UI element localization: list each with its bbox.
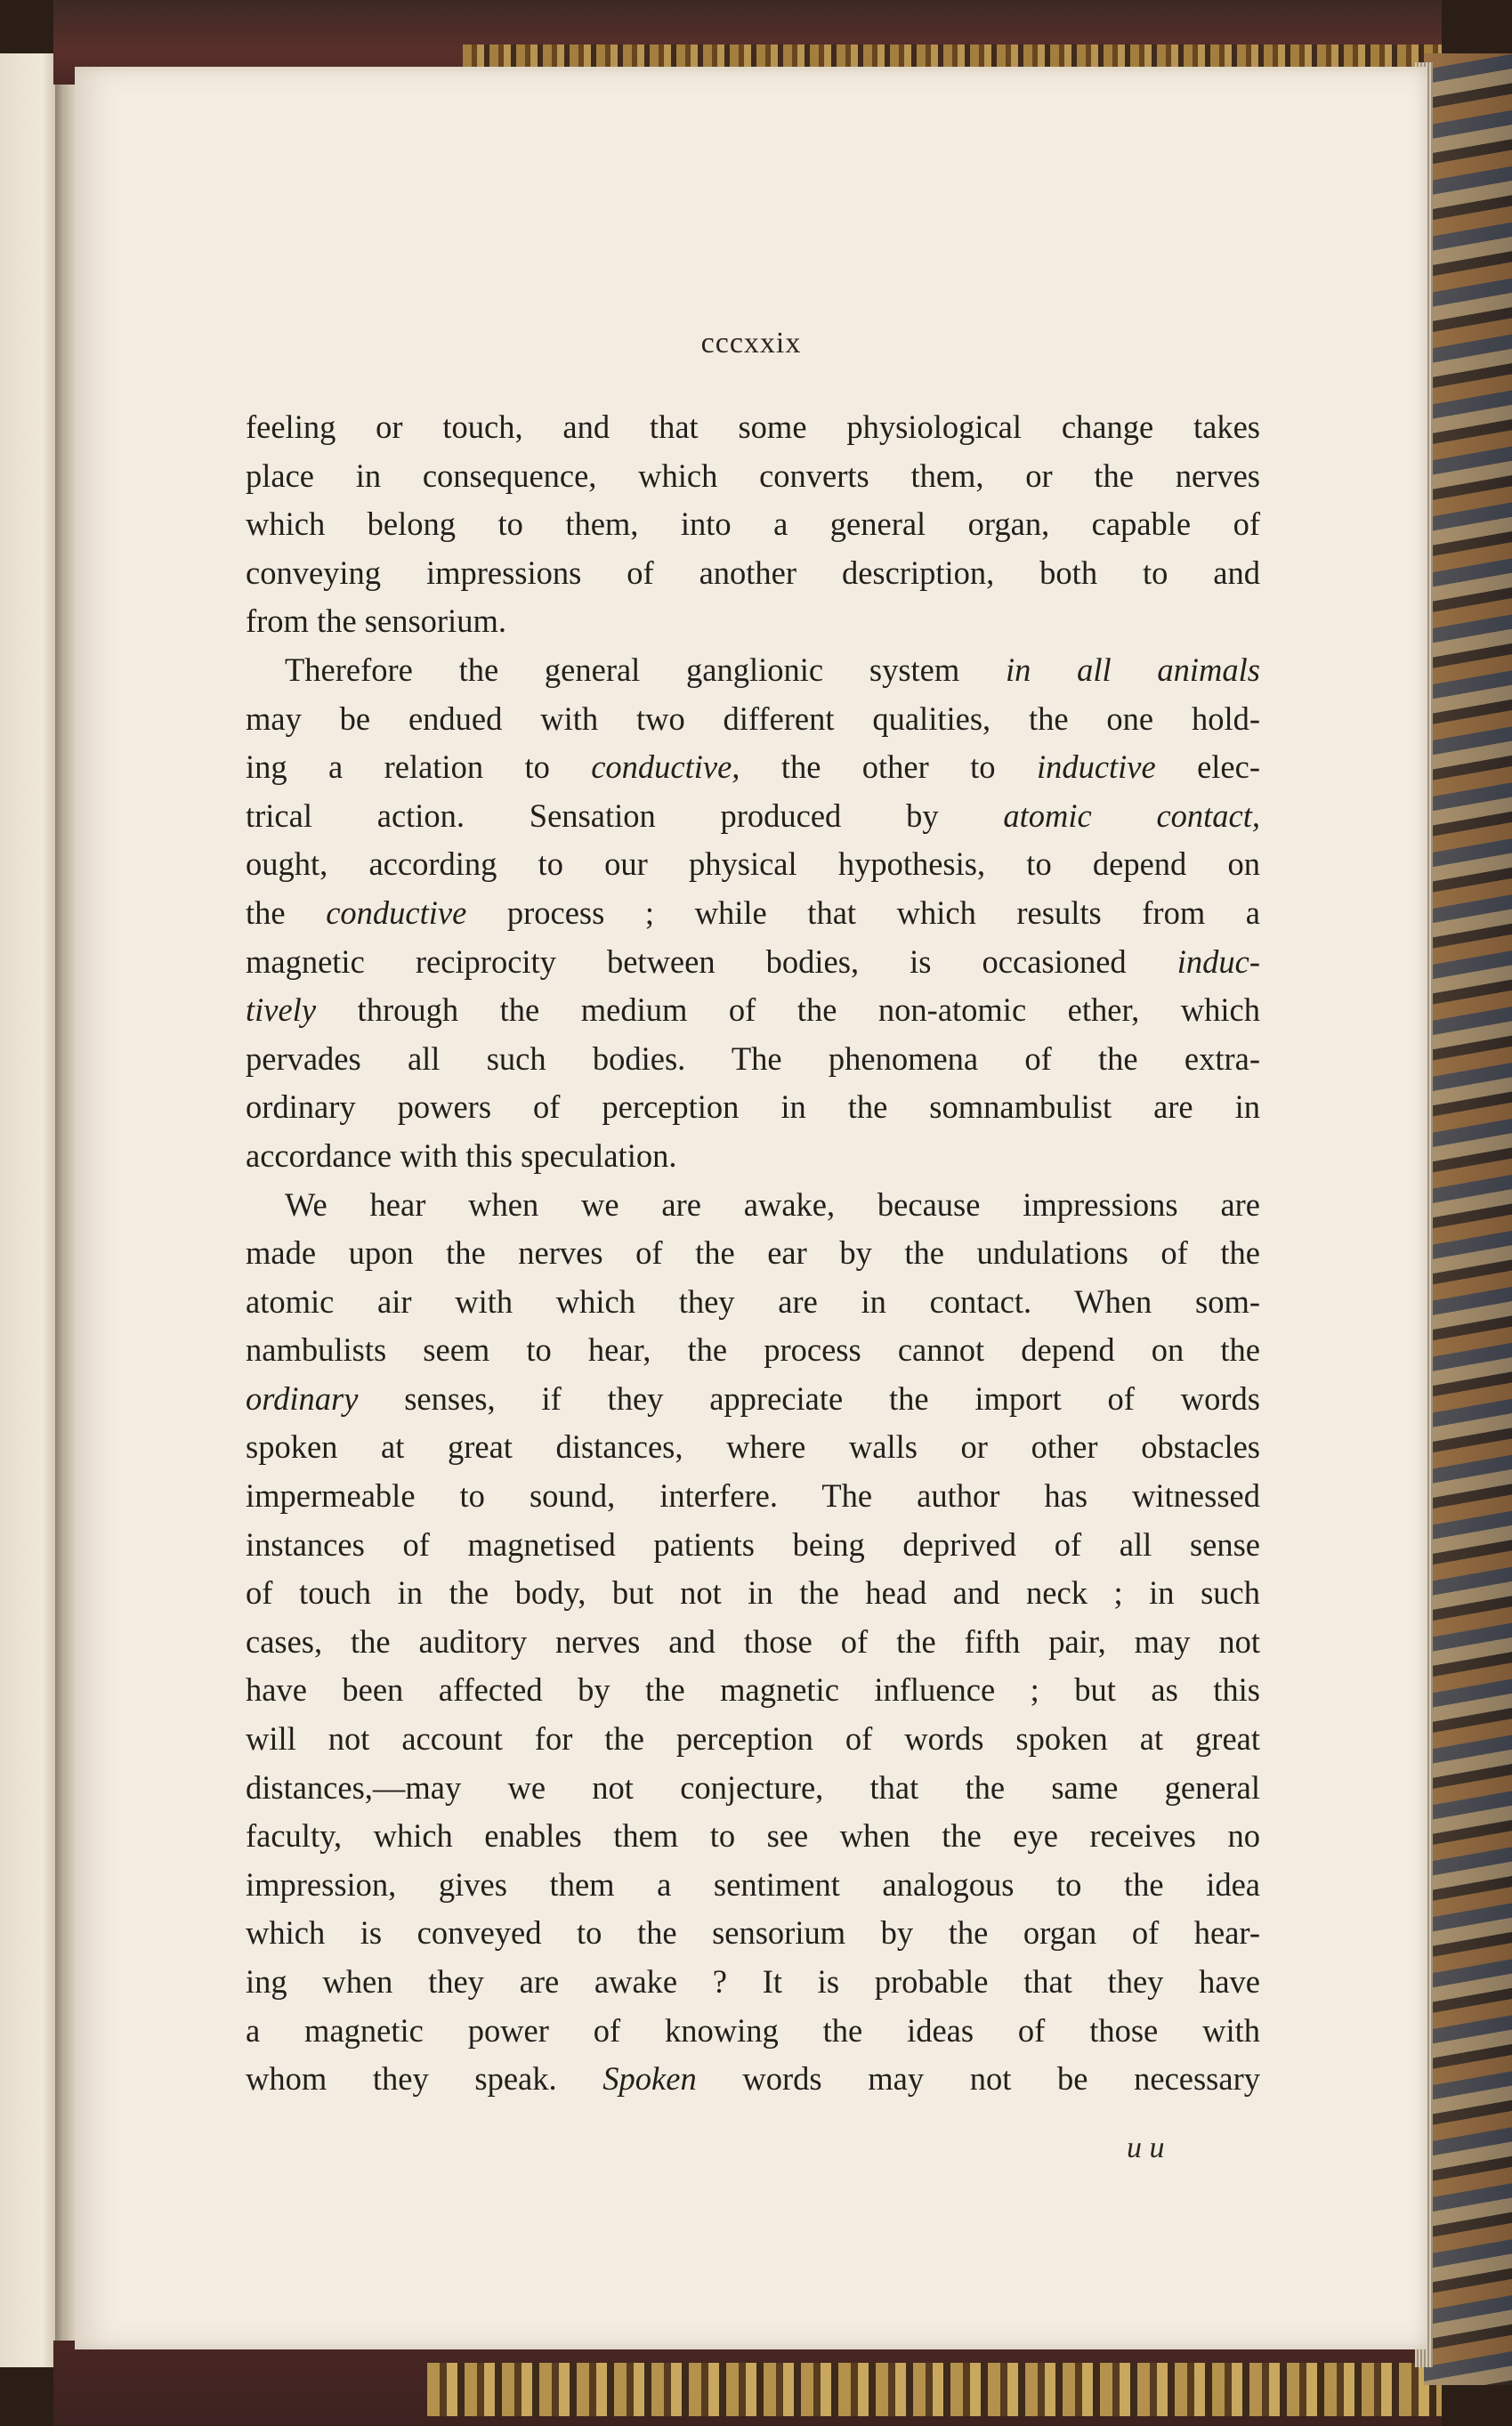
text-line (246, 938, 1260, 987)
text-line (246, 743, 1260, 792)
text-run: the (246, 894, 327, 931)
text-run: ing a relation to (246, 748, 592, 786)
text-line (246, 1132, 1260, 1181)
italic-text: conductive, (591, 748, 740, 786)
text-line (246, 986, 1260, 1035)
text-line (246, 1375, 1260, 1424)
text-run: process ; while that which results from a (466, 894, 1261, 931)
text-run: will not account for the perception of words spoken at great (246, 1720, 1260, 1758)
text-line (246, 840, 1260, 889)
text-line (246, 1181, 1260, 1230)
italic-text: ordinary (246, 1379, 359, 1417)
text-line (246, 597, 1260, 646)
text-run: from the sensorium. (246, 602, 506, 640)
text-run: conveying impressions of another description, both to and (246, 554, 1260, 591)
text-line (246, 792, 1260, 841)
book-gutter (55, 53, 75, 2367)
italic-text: tively (246, 991, 317, 1029)
text-run: ing when they are awake ? It is probable that they have (246, 1963, 1260, 2000)
text-run: impermeable to sound, interfere. The author has witnessed (246, 1477, 1260, 1515)
text-line (246, 500, 1260, 549)
gilt-edge-bottom (427, 2363, 1442, 2416)
text-line (246, 403, 1260, 452)
page-number: cccxxix (700, 327, 802, 360)
text-line (246, 1812, 1260, 1861)
text-run: which belong to them, into a general organ, capable of (246, 505, 1260, 543)
text-line (246, 1423, 1260, 1472)
text-line (246, 1958, 1260, 2007)
text-line (246, 549, 1260, 598)
text-run: pervades all such bodies. The phenomena of the extra- (246, 1039, 1260, 1077)
text-line (246, 1278, 1260, 1327)
text-line (246, 695, 1260, 744)
text-run: whom they speak. (246, 2060, 603, 2098)
text-run: ought, according to our physical hypothesis, to depend on (246, 845, 1260, 883)
text-line (246, 1666, 1260, 1715)
text-run: accordance with this speculation. (246, 1136, 677, 1174)
italic-text: Spoken (602, 2060, 697, 2098)
text-run: which is conveyed to the sensorium by the organ of hear- (246, 1914, 1260, 1952)
text-run: impression, gives them a sentiment analogous to the idea (246, 1865, 1260, 1903)
text-line (246, 1472, 1260, 1521)
text-run: made upon the nerves of the ear by the undulations of the (246, 1234, 1260, 1272)
text-line (246, 1764, 1260, 1813)
text-run: distances,—may we not conjecture, that the same general (246, 1768, 1260, 1806)
text-line (246, 452, 1260, 501)
text-line (246, 1618, 1260, 1667)
text-run: magnetic reciprocity between bodies, is occasioned (246, 942, 1177, 980)
italic-text: in all animals (1006, 651, 1260, 688)
text-line (246, 1083, 1260, 1132)
text-run: may be endued with two different qualities, the one hold- (246, 699, 1260, 737)
book-page (75, 67, 1427, 2349)
text-run: words may not be necessary (696, 2060, 1260, 2098)
text-run: elec- (1155, 748, 1260, 786)
text-line (246, 1861, 1260, 1910)
text-line (246, 1715, 1260, 1764)
marbled-fore-edge (1424, 53, 1512, 2385)
text-line (246, 2007, 1260, 2056)
text-paragraphs (246, 403, 1260, 2104)
text-run: Therefore the general ganglionic system (285, 651, 1006, 688)
text-run: place in consequence, which converts them, or the nerves (246, 457, 1260, 494)
text-run: We hear when we are awake, because impressions are (285, 1185, 1260, 1223)
text-line (246, 1326, 1260, 1375)
text-run: atomic air with which they are in contact. When som- (246, 1282, 1260, 1320)
text-line (246, 1035, 1260, 1084)
text-run: senses, if they appreciate the import of words (358, 1379, 1260, 1417)
text-line (246, 1521, 1260, 1570)
text-run: instances of magnetised patients being deprived of all sense (246, 1525, 1260, 1563)
signature-mark: u u (1127, 2131, 1165, 2164)
text-run: of touch in the body, but not in the head and neck ; in such (246, 1574, 1260, 1612)
facing-page-edge (0, 53, 61, 2367)
italic-text: induc- (1176, 942, 1260, 980)
text-run: spoken at great distances, where walls or other obstacles (246, 1428, 1260, 1466)
text-line (246, 1229, 1260, 1278)
text-run: faculty, which enables them to see when the eye receives no (246, 1817, 1260, 1855)
italic-text: atomic contact, (1003, 797, 1261, 834)
text-run: trical action. Sensation produced by (246, 797, 1004, 834)
text-run: feeling or touch, and that some physiological change takes (246, 408, 1260, 445)
text-run: the other to (740, 748, 1037, 786)
text-line (246, 1909, 1260, 1958)
text-run: through the medium of the non-atomic ether, which (316, 991, 1260, 1029)
text-run: a magnetic power of knowing the ideas of those with (246, 2011, 1260, 2049)
body-text (246, 403, 1260, 2104)
text-line (246, 889, 1260, 938)
text-run: cases, the auditory nerves and those of the fifth pair, may not (246, 1622, 1260, 1660)
text-run: ordinary powers of perception in the somnambulist are in (246, 1088, 1260, 1126)
text-line (246, 1569, 1260, 1618)
italic-text: inductive (1036, 748, 1156, 786)
italic-text: conductive (326, 894, 467, 931)
text-line (246, 646, 1260, 695)
text-run: have been affected by the magnetic influence ; but as this (246, 1671, 1260, 1709)
text-line (246, 2055, 1260, 2104)
text-run: nambulists seem to hear, the process cannot depend on the (246, 1331, 1260, 1369)
